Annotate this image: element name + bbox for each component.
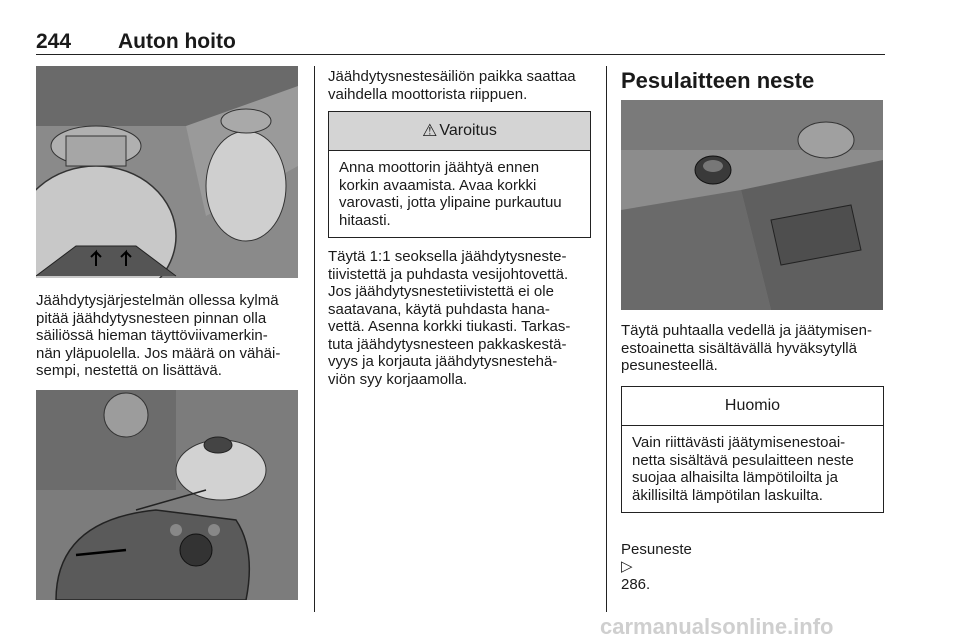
header-rule xyxy=(36,54,885,55)
watermark: carmanualsonline.info xyxy=(600,614,834,639)
washer-fluid-reference xyxy=(621,523,881,593)
note-box-header xyxy=(622,387,883,426)
washer-fill-paragraph: Täytä puhtaalla vedellä ja jäätymisen- estoainetta sisältävällä hyväksytyllä pesunesteellä. xyxy=(621,322,872,374)
washer-reservoir-figure xyxy=(621,100,883,310)
engine-bay-figure xyxy=(36,390,298,600)
washer-fluid-heading: Pesulaitteen neste xyxy=(621,68,815,93)
reference-label: Pesuneste xyxy=(621,540,692,558)
warning-title: Varoitus xyxy=(439,122,497,139)
column-divider-1 xyxy=(314,66,315,612)
arrow-ref-icon: ▷ xyxy=(621,558,633,575)
note-box xyxy=(621,386,884,513)
reservoir-location-paragraph: Jäähdytysnestesäiliön paikka saattaa vaihdella moottorista riippuen. xyxy=(328,68,576,103)
coolant-fill-paragraph: Täytä 1:1 seoksella jäähdytysneste- tiivistettä ja puhdasta vesijohtovettä. Jos jäähdytysnestetiivistettä ei ole saatavana, käytä puhdasta hana- vettä. Asenna korkki tiukasti. Tarkas- tuta jäähdytysnesteen pakkaskestä- vyys ja korjauta jäähdytysnestehä- viön syy korjaamolla. xyxy=(328,248,571,388)
warning-triangle-icon: ⚠ xyxy=(422,121,438,140)
page-number: 244 xyxy=(36,30,72,53)
coolant-reservoir-closeup-figure xyxy=(36,66,298,278)
column-divider-2 xyxy=(606,66,607,612)
section-title: Auton hoito xyxy=(118,30,236,53)
warning-box xyxy=(328,111,591,238)
warning-body: Anna moottorin jäähtyä ennen korkin avaamista. Avaa korkki varovasti, jotta ylipaine purkautuu hitaasti. xyxy=(339,159,562,229)
warning-box-header xyxy=(329,112,590,151)
note-body: Vain riittävästi jäätymisenestoai- netta sisältävä pesulaitteen neste suojaa alhaisilta lämpötiloilta ja äkillisiltä lämpötilan laskuilta. xyxy=(632,434,854,504)
note-title: Huomio xyxy=(724,397,781,414)
coolant-level-paragraph: Jäähdytysjärjestelmän ollessa kylmä pitää jäähdytysnesteen pinnan olla säiliössä hieman täyttöviivamerkin- nän yläpuolella. Jos määrä on vähäi- sempi, nestettä on lisättävä. xyxy=(36,292,281,379)
reference-page[interactable]: 286. xyxy=(621,575,651,593)
